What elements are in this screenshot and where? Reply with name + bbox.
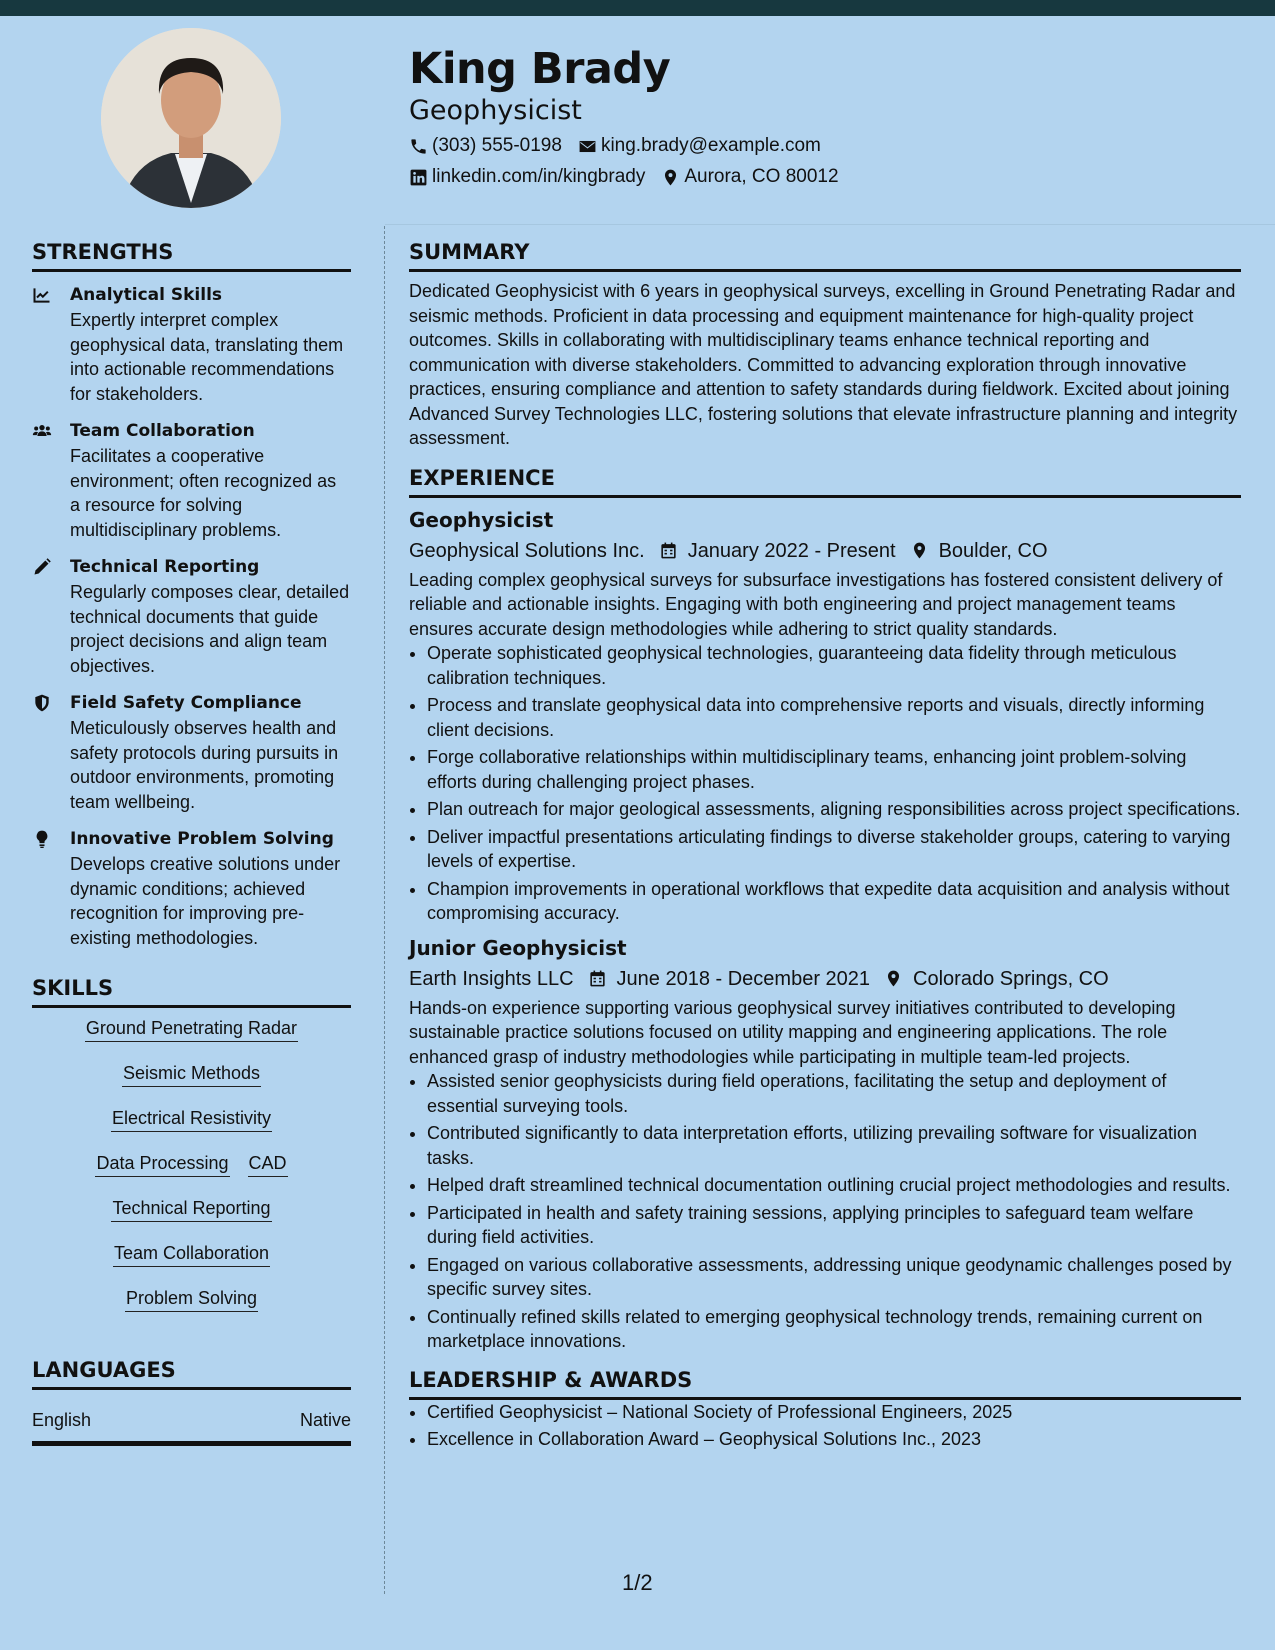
strength-desc: Expertly interpret complex geophysical data, translating them into actionable recommendations for stakeholders. xyxy=(70,310,344,404)
resume-header xyxy=(409,40,1229,188)
contact-row xyxy=(409,135,1229,157)
skill-tag: Team Collaboration xyxy=(113,1242,270,1267)
language-name: English xyxy=(32,1410,92,1430)
lightbulb-icon xyxy=(32,829,52,849)
strength-title: Innovative Problem Solving xyxy=(70,829,334,849)
summary-heading: SUMMARY xyxy=(409,238,1241,272)
map-pin-icon xyxy=(661,168,680,187)
candidate-title: Geophysicist xyxy=(409,95,582,126)
job-title: Junior Geophysicist xyxy=(409,935,627,960)
job-bullets xyxy=(409,1069,1241,1354)
linkedin-text: linkedin.com/in/kingbrady xyxy=(432,166,646,187)
strength-item xyxy=(32,282,351,406)
phone-text: (303) 555-0198 xyxy=(432,135,562,156)
skill-tag: Technical Reporting xyxy=(111,1197,271,1222)
job-dates: January 2022 - Present xyxy=(687,539,896,562)
job-bullet: • Participated in health and safety training sessions, applying principles to safeguard team welfare during field activities. xyxy=(427,1201,1241,1250)
award-item: • Excellence in Collaboration Award – Geophysical Solutions Inc., 2023 xyxy=(427,1427,1241,1452)
language-row xyxy=(32,1410,351,1446)
map-pin-icon xyxy=(910,541,929,560)
job-description: Hands-on experience supporting various geophysical survey initiatives contributed to developing sustainable practice solutions focused on utility mapping and engineering applications. The role enhanced grasp of industry methodologies while participating in multiple team-led projects. xyxy=(409,997,1176,1067)
awards-list xyxy=(409,1400,1241,1452)
job-bullet: • Forge collaborative relationships within multidisciplinary teams, enhancing joint problem-solving efforts during challenging project phases. xyxy=(427,745,1241,794)
skills-section xyxy=(32,974,351,1332)
awards-heading: LEADERSHIP & AWARDS xyxy=(409,1366,1241,1400)
awards-section xyxy=(409,1366,1241,1452)
top-bar xyxy=(0,0,1275,16)
email-text: king.brady@example.com xyxy=(600,135,821,156)
languages-section xyxy=(32,1356,351,1446)
strength-item xyxy=(32,554,351,678)
job-entry xyxy=(409,506,1241,926)
experience-heading: EXPERIENCE xyxy=(409,464,1241,498)
skill-tag: Data Processing xyxy=(95,1152,229,1177)
job-bullet: • Helped draft streamlined technical documentation outlining crucial project methodologies and results. xyxy=(427,1173,1241,1198)
strength-item xyxy=(32,418,351,542)
phone-contact[interactable] xyxy=(409,135,562,157)
job-bullets xyxy=(409,641,1241,926)
job-description: Leading complex geophysical surveys for subsurface investigations has fostered consistent delivery of reliable and actionable insights. Engaging with both engineering and project management teams ensures accurate design methodologies while adhering to strict quality standards. xyxy=(409,569,1223,639)
shield-icon xyxy=(32,693,52,713)
strengths-heading: STRENGTHS xyxy=(32,238,351,272)
job-bullet: • Deliver impactful presentations articulating findings to diverse stakeholder groups, catering to varying levels of expertise. xyxy=(427,825,1241,874)
job-company: Geophysical Solutions Inc. xyxy=(409,539,645,562)
strength-item xyxy=(32,826,351,950)
chart-line-icon xyxy=(32,285,52,305)
strength-desc: Develops creative solutions under dynamic conditions; achieved recognition for improving pre-existing methodologies. xyxy=(70,854,341,948)
location-text: Aurora, CO 80012 xyxy=(684,166,839,187)
experience-section xyxy=(409,464,1241,1354)
award-item: • Certified Geophysicist – National Society of Professional Engineers, 2025 xyxy=(427,1400,1241,1425)
contact-row-2 xyxy=(409,166,1229,188)
language-level: Native xyxy=(299,1410,351,1430)
linkedin-icon xyxy=(409,168,428,187)
skill-tag: Problem Solving xyxy=(125,1287,258,1312)
job-meta xyxy=(409,537,1241,565)
location-contact xyxy=(661,166,838,188)
strength-desc: Facilitates a cooperative environment; often recognized as a resource for solving multidisciplinary problems. xyxy=(70,446,337,540)
skill-tag: Ground Penetrating Radar xyxy=(85,1017,298,1042)
phone-icon xyxy=(409,137,428,156)
job-bullet: • Contributed significantly to data interpretation efforts, utilizing prevailing software for visualization tasks. xyxy=(427,1121,1241,1170)
strength-title: Field Safety Compliance xyxy=(70,693,302,713)
pencil-icon xyxy=(32,557,52,577)
left-column xyxy=(32,238,351,1446)
skill-tag: CAD xyxy=(248,1152,288,1177)
job-bullet: • Continually refined skills related to emerging geophysical technology trends, remaining current on marketplace innovations. xyxy=(427,1305,1241,1354)
strength-title: Analytical Skills xyxy=(70,285,223,305)
header-divider xyxy=(385,224,1275,225)
job-bullet: • Plan outreach for major geological assessments, aligning responsibilities across project specifications. xyxy=(427,797,1241,822)
job-bullet: • Process and translate geophysical data into comprehensive reports and visuals, directly informing client decisions. xyxy=(427,693,1241,742)
skill-tag: Seismic Methods xyxy=(122,1062,261,1087)
strengths-section xyxy=(32,238,351,950)
users-icon xyxy=(32,421,52,441)
profile-photo xyxy=(101,28,281,208)
candidate-name: King Brady xyxy=(409,44,671,94)
job-bullet: • Assisted senior geophysicists during field operations, facilitating the setup and deployment of essential surveying tools. xyxy=(427,1069,1241,1118)
column-divider xyxy=(384,226,385,1594)
strength-desc: Regularly composes clear, detailed technical documents that guide project decisions and align team objectives. xyxy=(70,582,350,676)
email-contact[interactable] xyxy=(578,135,821,157)
strength-title: Technical Reporting xyxy=(70,557,260,577)
right-column xyxy=(409,238,1241,1452)
summary-section xyxy=(409,238,1241,451)
calendar-icon xyxy=(588,969,607,988)
strength-title: Team Collaboration xyxy=(70,421,255,441)
map-pin-icon xyxy=(884,969,903,988)
summary-text: Dedicated Geophysicist with 6 years in geophysical surveys, excelling in Ground Penetrating Radar and seismic methods. Proficient in data processing and equipment maintenance for high-quality project outcomes. Skills in collaborating with multidisciplinary teams enhance technical reporting and communication with diverse stakeholders. Committed to advancing exploration through innovative practices, ensuring compliance and attention to safety standards during fieldwork. Excited about joining Advanced Survey Technologies LLC, fostering solutions that elevate infrastructure planning and integrity assessment. xyxy=(409,281,1238,448)
envelope-icon xyxy=(578,137,597,156)
linkedin-contact[interactable] xyxy=(409,166,645,188)
job-location: Colorado Springs, CO xyxy=(913,967,1109,990)
job-title: Geophysicist xyxy=(409,507,554,532)
job-meta xyxy=(409,965,1241,993)
job-bullet: • Operate sophisticated geophysical technologies, guaranteeing data fidelity through meticulous calibration techniques. xyxy=(427,641,1241,690)
job-bullet: • Engaged on various collaborative assessments, addressing unique geodynamic challenges posed by specific survey sites. xyxy=(427,1253,1241,1302)
job-entry xyxy=(409,934,1241,1354)
calendar-icon xyxy=(659,541,678,560)
strength-desc: Meticulously observes health and safety protocols during pursuits in outdoor environments, promoting team wellbeing. xyxy=(70,718,339,812)
job-company: Earth Insights LLC xyxy=(409,967,574,990)
job-dates: June 2018 - December 2021 xyxy=(616,967,871,990)
job-location: Boulder, CO xyxy=(938,539,1048,562)
skills-heading: SKILLS xyxy=(32,974,351,1008)
strength-item xyxy=(32,690,351,814)
job-bullet: • Champion improvements in operational workflows that expedite data acquisition and analysis without compromising accuracy. xyxy=(427,877,1241,926)
page-number: 1/2 xyxy=(622,1570,653,1595)
skill-tag: Electrical Resistivity xyxy=(111,1107,272,1132)
languages-heading: LANGUAGES xyxy=(32,1356,351,1390)
